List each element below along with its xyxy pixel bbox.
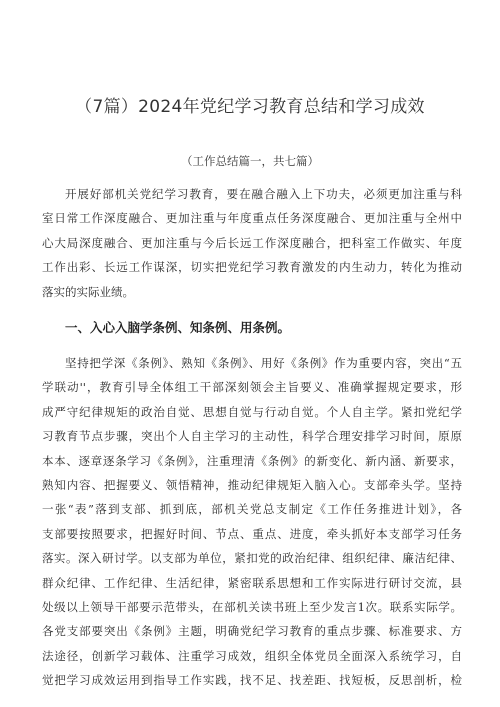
paragraph-line: 室日常工作深度融合、更加注重与年度重点任务深度融合、更加注重与全州中	[42, 211, 462, 226]
paragraph-line: 坚持把学深《条例》、熟知《条例》、用好《条例》作为重要内容，突出“五	[65, 356, 462, 370]
section-paragraph	[42, 351, 462, 692]
paragraph-line: 群众纪律、工作纪律、生活纪律，紧密联系思想和工作实际进行研讨交流，县	[42, 575, 462, 590]
paragraph-line: 开展好部机关党纪学习教育，要在融合融入上下功夫，必须更加注重与科	[65, 187, 462, 201]
document-subtitle: （工作总结篇一，共七篇）	[181, 154, 319, 168]
paragraph-line: 熟知内容、把握要义、领悟精神，推动纪律规矩入脑入心。支部牵头学。坚持	[42, 477, 462, 492]
paragraph-line: 支部要按照要求，把握好时间、节点、重点、进度，牵头抓好本支部学习任务	[42, 526, 462, 541]
paragraph-line: 一张“表”落到支部、抓到底，部机关党总支制定《工作任务推进计划》，各	[42, 502, 462, 517]
section-heading: 一、入心入脑学条例、知条例、用条例。	[65, 320, 291, 335]
paragraph-line: 成严守纪律规矩的政治自觉、思想自觉与行动自觉。个人自主学。紧扣党纪学	[42, 404, 462, 419]
paragraph-line: 落实。深入研讨学。以支部为单位，紧扣党的政治纪律、组织纪律、廉洁纪律、	[42, 551, 462, 566]
paragraph-line: 法途径，创新学习载体、注重学习成效，组织全体党员全面深入系统学习，自	[42, 648, 462, 663]
paragraph-line: 习教育节点步骤，突出个人自主学习的主动性，科学合理安排学习时间，原原	[42, 429, 462, 444]
paragraph-line: 学联动''，教育引导全体组工干部深刻领会主旨要义、准确掌握规定要求，形	[42, 380, 462, 395]
paragraph-line: 心大局深度融合、更加注重与今后长远工作深度融合，把科室工作做实、年度	[42, 235, 462, 250]
intro-paragraph	[42, 182, 462, 304]
paragraph-line: 觉把学习成效运用到指导工作实践，找不足、找差距、找短板，反思剖析，检	[42, 673, 462, 688]
paragraph-line: 处级以上领导干部要示范带头，在部机关读书班上至少发言1次。联系实际学。	[42, 599, 462, 614]
document-title: （7篇）2024年党纪学习教育总结和学习成效	[75, 97, 425, 117]
paragraph-line: 各党支部要突出《条例》主题，明确党纪学习教育的重点步骤、标准要求、方	[42, 624, 462, 639]
paragraph-line: 落实的实际业绩。	[42, 284, 134, 299]
paragraph-line: 本本、逐章逐条学习《条例》，注重理清《条例》的新变化、新内涵、新要求，	[42, 453, 462, 468]
paragraph-line: 工作出彩、长远工作谋深，切实把党纪学习教育激发的内生动力，转化为推动	[42, 260, 462, 275]
